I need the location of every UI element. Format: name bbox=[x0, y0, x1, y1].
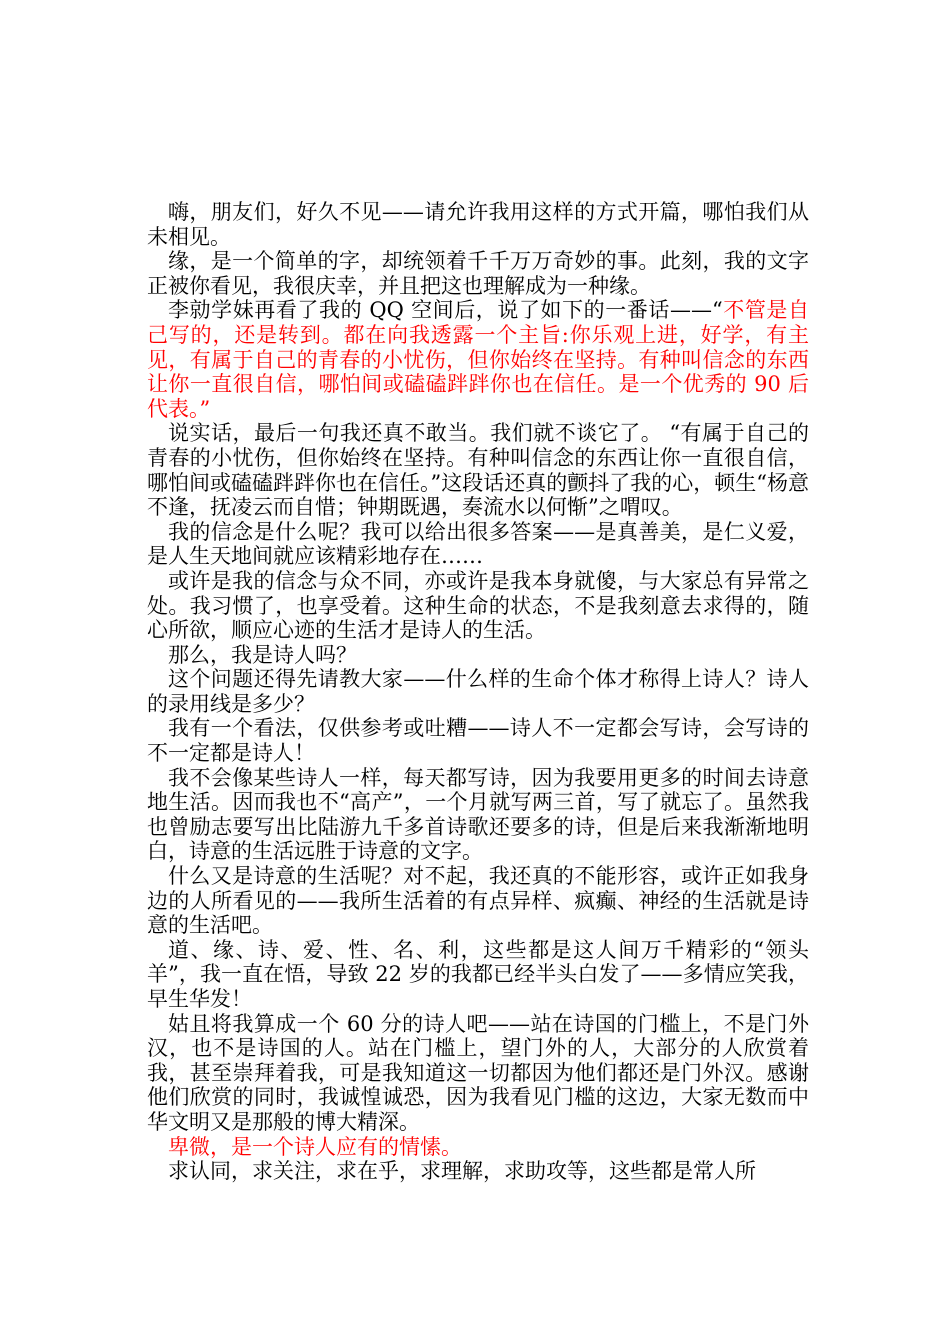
paragraph bbox=[147, 249, 809, 298]
paragraph bbox=[147, 1135, 809, 1160]
paragraph-text: 嗨，朋友们，好久不见——请允许我用这样的方式开篇，哪怕我们从未相见。 bbox=[147, 200, 809, 249]
paragraph-text: 什么又是诗意的生活呢？对不起，我还真的不能形容，或许正如我身边的人所看见的——我所生活着的有点异样、疯癫、神经的生活就是诗意的生活吧。 bbox=[147, 864, 809, 938]
paragraph bbox=[147, 298, 809, 421]
paragraph bbox=[147, 421, 809, 519]
paragraph bbox=[147, 766, 809, 864]
paragraph bbox=[147, 864, 809, 938]
paragraph-text: 这个问题还得先请教大家——什么样的生命个体才称得上诗人？诗人的录用线是多少？ bbox=[147, 667, 809, 716]
paragraph-text: 道、缘、诗、爱、性、名、利，这些都是这人间万千精彩的“领头羊”，我一直在悟，导致 22 岁的我都已经半头白发了——多情应笑我，早生华发！ bbox=[147, 937, 809, 1011]
paragraph-text: 姑且将我算成一个 60 分的诗人吧——站在诗国的门槛上，不是门外汉，也不是诗国的人。站在门槛上，望门外的人，大部分的人欣赏着我，甚至崇拜着我，可是我知道这一切都因为他们都还是门外汉。感谢他们欣赏的同时，我诚惶诚恐，因为我看见门槛的这边，大家无数而中华文明又是那般的博大精深。 bbox=[147, 1011, 809, 1134]
paragraph bbox=[147, 938, 809, 1012]
paragraph bbox=[147, 716, 809, 765]
paragraph bbox=[147, 667, 809, 716]
paragraph-text: 或许是我的信念与众不同，亦或许是我本身就傻，与大家总有异常之处。我习惯了，也享受着。这种生命的状态，不是我刻意去求得的，随心所欲，顺应心迹的生活才是诗人的生活。 bbox=[147, 568, 809, 643]
paragraph-text: 我的信念是什么呢？我可以给出很多答案——是真善美，是仁义爱，是人生天地间就应该精彩地存在…… bbox=[147, 519, 809, 569]
highlighted-sentence: 卑微，是一个诗人应有的情愫。 bbox=[168, 1134, 462, 1159]
paragraph bbox=[147, 643, 809, 668]
paragraph bbox=[147, 1012, 809, 1135]
paragraph bbox=[147, 1159, 809, 1184]
highlighted-quote: 不管是自己写的，还是转到。都在向我透露一个主旨:你乐观上进，好学，有主见，有属于自己的青春的小忧伤，但你始终在坚持。有种叫信念的东西让你一直很自信，哪怕间或磕磕跘跘你也在信任。是一个优秀的 90 后代表。 bbox=[147, 298, 809, 421]
paragraph-text: 说实话，最后一句我还真不敢当。我们就不谈它了。 “有属于自己的青春的小忧伤，但你始终在坚持。有种叫信念的东西让你一直很自信，哪怕间或磕磕跘跘你也在信任。”这段话还真的颤抖了我的心，顿生“杨意不逢，抚凌云而自惜；钟期既遇，奏流水以何惭”之喟叹。 bbox=[147, 421, 809, 520]
paragraph-text: 李勍学妹再看了我的 QQ 空间后，说了如下的一番话——“ bbox=[168, 298, 723, 323]
paragraph-text: 求认同，求关注，求在乎，求理解，求助攻等，这些都是常人所 bbox=[168, 1159, 756, 1184]
paragraph-text: 缘，是一个简单的字，却统领着千千万万奇妙的事。此刻，我的文字正被你看见，我很庆幸，并且把这也理解成为一种缘。 bbox=[147, 249, 809, 298]
paragraph-text: 我有一个看法，仅供参考或吐糟——诗人不一定都会写诗，会写诗的不一定都是诗人！ bbox=[147, 716, 809, 766]
paragraph-text: 我不会像某些诗人一样，每天都写诗，因为我要用更多的时间去诗意地生活。因而我也不“高产”，一个月就写两三首，写了就忘了。虽然我也曾励志要写出比陆游九千多首诗歌还要多的诗，但是后来我渐渐地明白，诗意的生活远胜于诗意的文字。 bbox=[147, 765, 809, 864]
paragraph bbox=[147, 569, 809, 643]
quote-close-mark: ” bbox=[199, 396, 211, 421]
paragraph bbox=[147, 200, 809, 249]
document-body bbox=[147, 200, 809, 1184]
paragraph-text: 那么，我是诗人吗？ bbox=[168, 642, 357, 667]
paragraph bbox=[147, 520, 809, 569]
